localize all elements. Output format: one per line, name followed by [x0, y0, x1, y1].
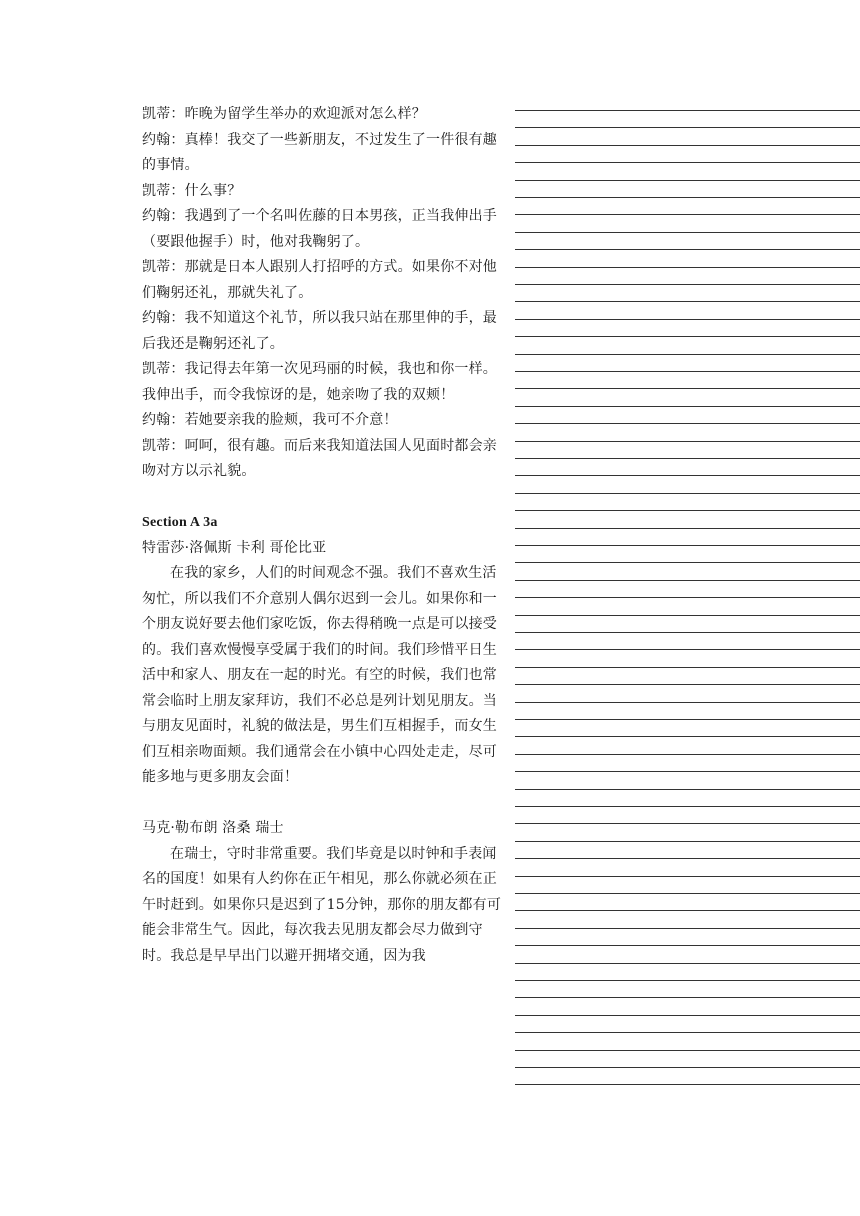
ruled-line — [515, 110, 860, 111]
dialogue-line: 凯蒂：我记得去年第一次见玛丽的时候，我也和你一样。我伸出手，而令我惊讶的是，她亲吻了我的双颊！ — [142, 361, 497, 403]
dialogue-line: 凯蒂：那就是日本人跟别人打招呼的方式。如果你不对他们鞠躬还礼，那就失礼了。 — [142, 259, 497, 301]
dialogue-line: 约翰：真棒！我交了一些新朋友，不过发生了一件很有趣的事情。 — [142, 131, 497, 173]
ruled-line — [515, 928, 860, 929]
ruled-line — [515, 214, 860, 215]
ruled-line — [515, 841, 860, 842]
ruled-line — [515, 180, 860, 181]
ruled-line — [515, 876, 860, 877]
ruled-line — [515, 475, 860, 476]
ruled-line — [515, 597, 860, 598]
reading-entry — [142, 536, 504, 791]
section-heading: Section A 3a — [142, 515, 218, 530]
ruled-line — [515, 197, 860, 198]
dialogue-line: 约翰：我不知道这个礼节，所以我只站在那里伸的手，最后我还是鞠躬还礼了。 — [142, 310, 497, 352]
ruled-line — [515, 267, 860, 268]
ruled-line — [515, 562, 860, 563]
main-text-column — [142, 102, 504, 969]
ruled-line — [515, 719, 860, 720]
dialogue-line: 凯蒂：什么事？ — [142, 182, 242, 199]
ruled-line — [515, 754, 860, 755]
entry-body: 在瑞士，守时非常重要。我们毕竟是以时钟和手表闻名的国度！如果有人约你在正午相见，那么你就必须在正午时赶到。如果你只是迟到了15分钟，那你的朋友都有可能会非常生气。因此，每次我去见朋友都会尽力做到守时。我总是早早出门以避开拥堵交通，因为我 — [142, 845, 502, 964]
ruled-notes-area — [515, 110, 860, 1100]
ruled-line — [515, 528, 860, 529]
ruled-line — [515, 284, 860, 285]
ruled-line — [515, 354, 860, 355]
ruled-line — [515, 997, 860, 998]
ruled-line — [515, 510, 860, 511]
entry-byline: 马克·勒布朗 洛桑 瑞士 — [142, 820, 284, 836]
reading-entry — [142, 816, 504, 969]
dialogue-line: 约翰：我遇到了一个名叫佐藤的日本男孩，正当我伸出手（要跟他握手）时，他对我鞠躬了。 — [142, 208, 497, 250]
ruled-line — [515, 1015, 860, 1016]
dialogue-block — [142, 102, 504, 485]
entry-body: 在我的家乡，人们的时间观念不强。我们不喜欢生活匆忙，所以我们不介意别人偶尔迟到一会儿。如果你和一个朋友说好要去他们家吃饭，你去得稍晚一点是可以接受的。我们喜欢慢慢享受属于我们的时间。我们珍惜平日生活中和家人、朋友在一起的时光。有空的时候，我们也常常会临时上朋友家拜访，我们不必总是列计划见朋友。当与朋友见面时，礼貌的做法是，男生们互相握手，而女生们互相亲吻面颊。我们通常会在小镇中心四处走走，尽可能多地与更多朋友会面！ — [142, 565, 497, 785]
dialogue-line: 约翰：若她要亲我的脸颊，我可不介意！ — [142, 412, 398, 428]
ruled-line — [515, 789, 860, 790]
ruled-line — [515, 858, 860, 859]
ruled-line — [515, 406, 860, 407]
ruled-line — [515, 423, 860, 424]
ruled-line — [515, 702, 860, 703]
ruled-line — [515, 806, 860, 807]
ruled-line — [515, 771, 860, 772]
ruled-line — [515, 1067, 860, 1068]
ruled-line — [515, 684, 860, 685]
ruled-line — [515, 336, 860, 337]
ruled-line — [515, 893, 860, 894]
dialogue-line: 凯蒂：呵呵，很有趣。而后来我知道法国人见面时都会亲吻对方以示礼貌。 — [142, 437, 497, 479]
ruled-line — [515, 493, 860, 494]
ruled-line — [515, 127, 860, 128]
ruled-line — [515, 632, 860, 633]
ruled-line — [515, 945, 860, 946]
entry-byline: 特雷莎·洛佩斯 卡利 哥伦比亚 — [142, 539, 327, 556]
ruled-line — [515, 441, 860, 442]
ruled-line — [515, 1050, 860, 1051]
ruled-line — [515, 649, 860, 650]
ruled-line — [515, 667, 860, 668]
ruled-line — [515, 388, 860, 389]
spacer — [142, 485, 504, 511]
ruled-line — [515, 823, 860, 824]
ruled-line — [515, 910, 860, 911]
ruled-line — [515, 301, 860, 302]
ruled-line — [515, 736, 860, 737]
ruled-line — [515, 545, 860, 546]
ruled-line — [515, 580, 860, 581]
ruled-line — [515, 319, 860, 320]
ruled-line — [515, 1032, 860, 1033]
ruled-line — [515, 162, 860, 163]
dialogue-line: 凯蒂：昨晚为留学生举办的欢迎派对怎么样？ — [142, 106, 426, 122]
ruled-line — [515, 371, 860, 372]
ruled-line — [515, 1084, 860, 1085]
ruled-line — [515, 980, 860, 981]
ruled-line — [515, 615, 860, 616]
ruled-line — [515, 145, 860, 146]
spacer — [142, 791, 504, 817]
ruled-line — [515, 232, 860, 233]
ruled-line — [515, 963, 860, 964]
ruled-line — [515, 249, 860, 250]
ruled-line — [515, 458, 860, 459]
